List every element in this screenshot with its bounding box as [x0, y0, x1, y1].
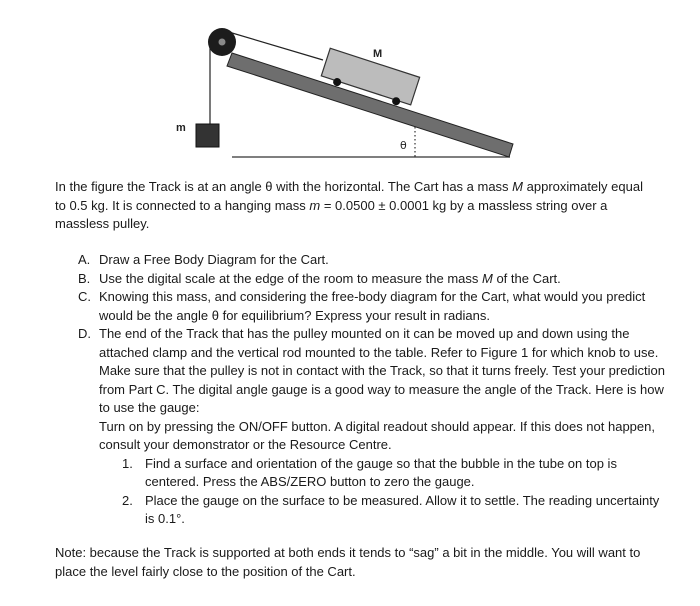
list-item: 1. Find a surface and orientation of the gauge so that the bubble in the tube on top is centered. Press the ABS/ZERO button to zero the gauge.: [122, 455, 617, 489]
list-item: D. The end of the Track that has the pulley mounted on it can be moved up and down using the attached clamp and the vertical rod mounted to the table. Refer to Figure 1 for which knob to use. Make sure that the pulley is not in contact with the Track, so that it turns freely. Test your prediction from Part C. The digital angle gauge is a good way to measure the angle of the Track. Here is how to use the gauge: Turn on by pressing the ON/OFF button. A digital readout should appear. If this does not happen, consult your demonstrator or the Resource Centre. 1. Find a surface and orientation of the gauge so that the bubble in the tube on top is centered. Press the ABS/ZERO button to zero the gauge. 2. Place the gauge on the surface to be measured. Allow it to settle. The reading uncertainty is 0.1°.: [78, 325, 668, 529]
list-item: C. Knowing this mass, and considering the free-body diagram for the Cart, what would you predict would be the angle θ for equilibrium? Express your result in radians.: [78, 289, 646, 323]
gauge-steps: [99, 455, 668, 529]
list-item: 2. Place the gauge on the surface to be measured. Allow it to settle. The reading uncertainty is 0.1°.: [122, 492, 660, 526]
label-m: m: [176, 122, 186, 134]
hanging-mass: [196, 124, 219, 147]
label-M: M: [373, 48, 383, 60]
label-theta: θ: [400, 139, 407, 152]
pulley-axle: [219, 39, 226, 46]
incline-figure: [0, 0, 700, 175]
list-item: A. Draw a Free Body Diagram for the Cart.: [78, 252, 329, 267]
parts-list: [78, 251, 668, 529]
intro-paragraph: In the figure the Track is at an angle θ with the horizontal. The Cart has a mass M approximately equal to 0.5 kg. It is connected to a hanging mass m = 0.0500 ± 0.0001 kg by a massless string over a massless pulley.: [55, 179, 643, 231]
note-paragraph: Note: because the Track is supported at both ends it tends to “sag” a bit in the middle. You will want to place the level fairly close to the position of the Cart.: [55, 545, 641, 579]
list-item: B. Use the digital scale at the edge of the room to measure the mass M of the Cart.: [78, 270, 561, 286]
